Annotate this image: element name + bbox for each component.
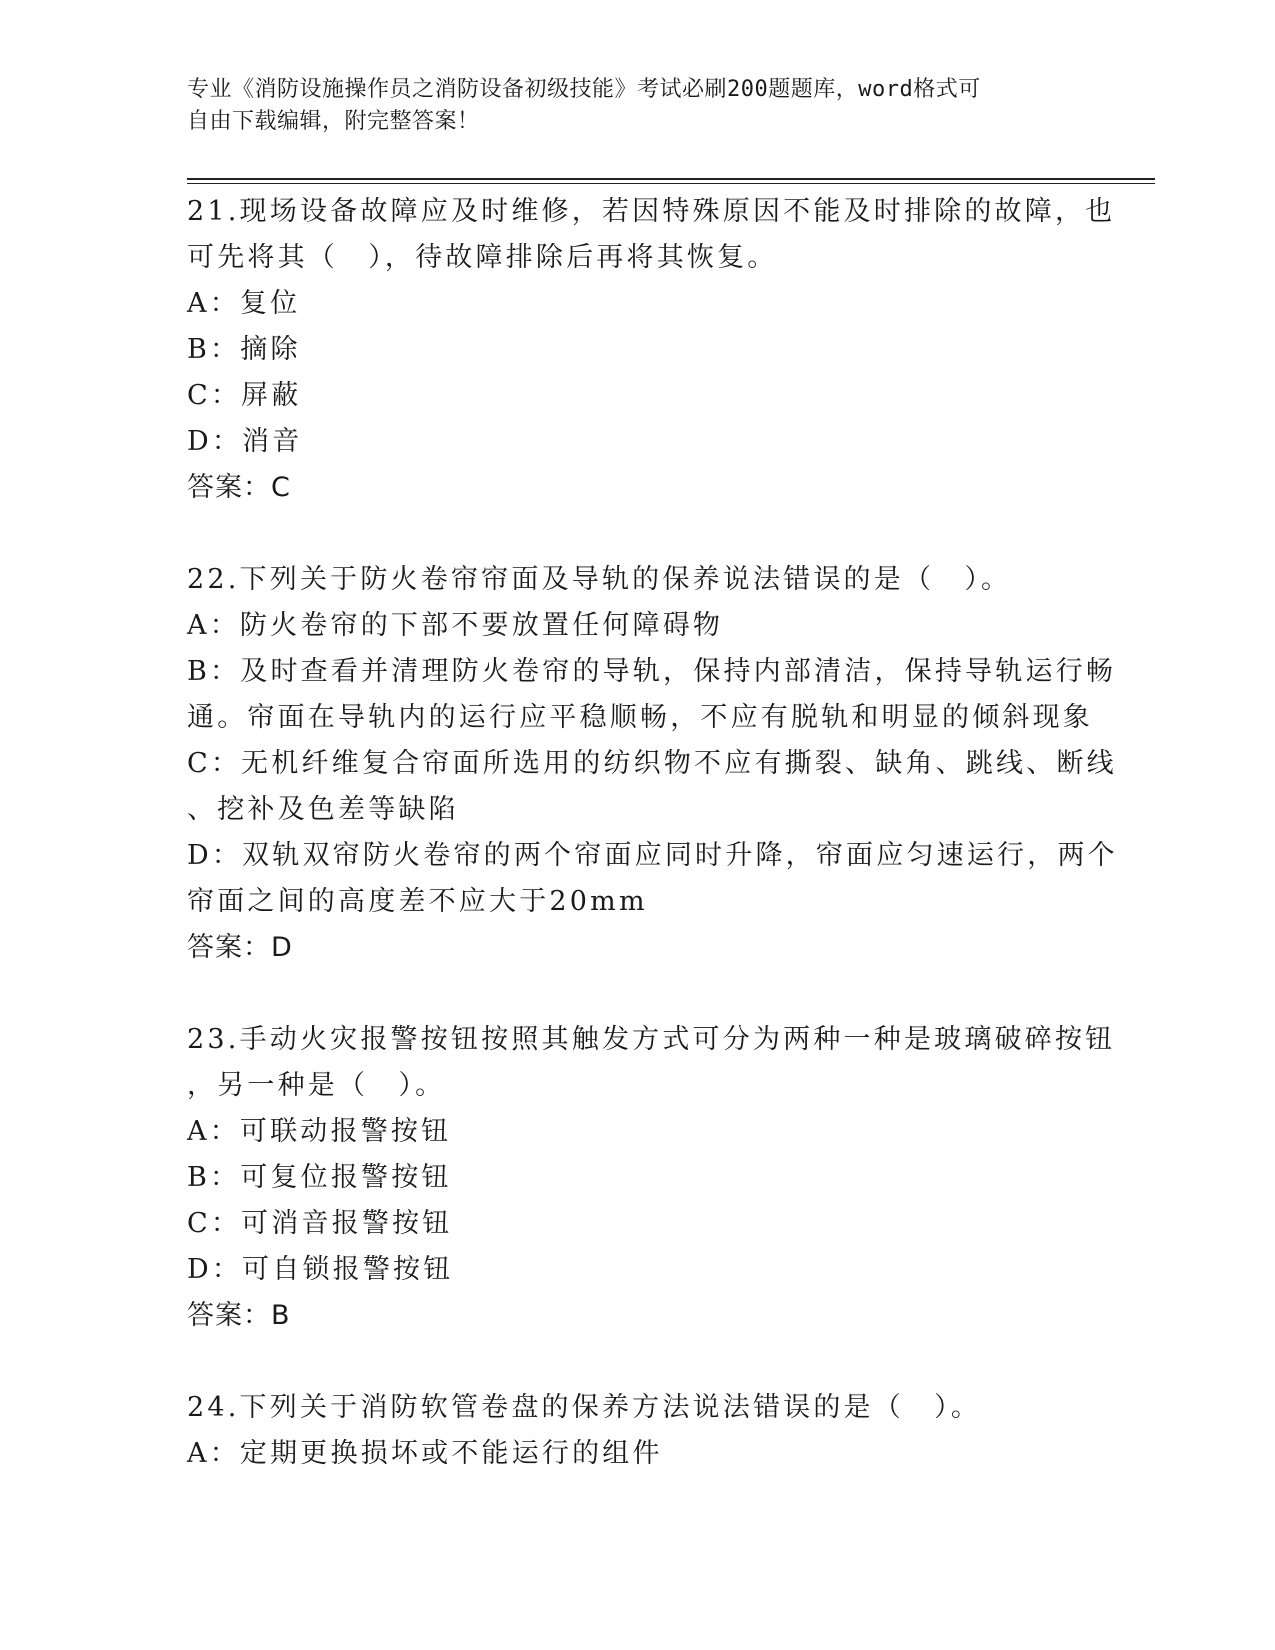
header-line-2: 自由下载编辑，附完整答案！ (187, 109, 480, 134)
option-a: A：定期更换损坏或不能运行的组件 (187, 1438, 663, 1469)
option-b: B：摘除 (187, 334, 301, 365)
option-d: D：消音 (187, 426, 303, 457)
option-c: C：无机纤维复合帘面所选用的纺织物不应有撕裂、缺角、跳线、断线 (187, 748, 1117, 779)
question-stem-line: ，另一种是（ ）。 (187, 1070, 446, 1101)
header-divider-thin (187, 183, 1155, 184)
option-a: A：防火卷帘的下部不要放置任何障碍物 (187, 610, 724, 641)
answer-line: 答案：B (187, 1300, 291, 1331)
option-b: B：可复位报警按钮 (187, 1162, 452, 1193)
option-d: D：可自锁报警按钮 (187, 1254, 454, 1285)
question-stem-line: 24.下列关于消防软管卷盘的保养方法说法错误的是（ ）。 (187, 1392, 982, 1423)
option-b-continued: 通。帘面在导轨内的运行应平稳顺畅，不应有脱轨和明显的倾斜现象 (187, 702, 1093, 733)
question-stem-line: 23.手动火灾报警按钮按照其触发方式可分为两种一种是玻璃破碎按钮 (187, 1024, 1116, 1055)
option-c-continued: 、挖补及色差等缺陷 (187, 794, 459, 825)
question-spacer (187, 1339, 1087, 1385)
option-b: B：及时查看并清理防火卷帘的导轨，保持内部清洁，保持导轨运行畅 (187, 656, 1117, 687)
option-d: D：双轨双帘防火卷帘的两个帘面应同时升降，帘面应匀速运行，两个 (187, 840, 1118, 871)
option-a: A：复位 (187, 288, 301, 319)
question-list (187, 189, 1118, 1477)
question-21 (187, 189, 1116, 511)
document-header (187, 74, 1067, 138)
question-stem-line: 22.下列关于防火卷帘帘面及导轨的保养说法错误的是（ ）。 (187, 564, 1012, 595)
question-spacer (187, 971, 1087, 1017)
header-divider-thick (187, 178, 1155, 180)
question-stem-line: 可先将其（ ），待故障排除后再将其恢复。 (187, 242, 778, 273)
question-24 (187, 1385, 1087, 1477)
answer-line: 答案：C (187, 472, 291, 503)
answer-line: 答案：D (187, 932, 293, 963)
question-stem-line: 21.现场设备故障应及时维修，若因特殊原因不能及时排除的故障，也 (187, 196, 1116, 227)
question-spacer (187, 511, 1087, 557)
option-c: C：屏蔽 (187, 380, 302, 411)
header-line-1: 专业《消防设施操作员之消防设备初级技能》考试必刷200题题库，word格式可 (187, 77, 981, 102)
option-a: A：可联动报警按钮 (187, 1116, 452, 1147)
option-d-continued: 帘面之间的高度差不应大于20mm (187, 886, 648, 917)
question-22 (187, 557, 1118, 971)
question-23 (187, 1017, 1116, 1339)
option-c: C：可消音报警按钮 (187, 1208, 453, 1239)
